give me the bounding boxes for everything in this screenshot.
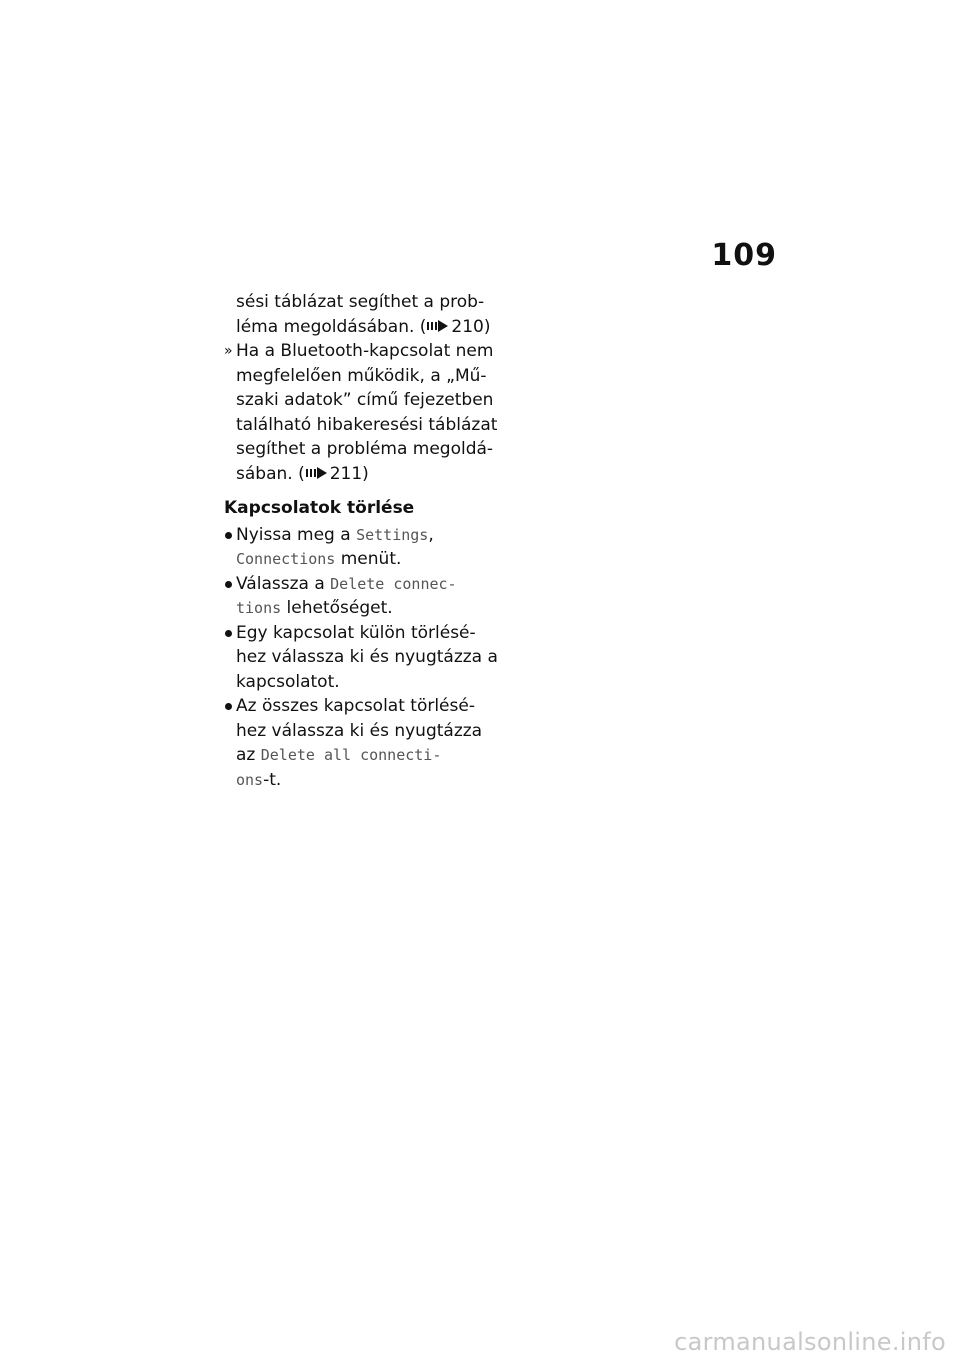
menu-path: Settings	[356, 525, 429, 544]
text-line: az Delete all connecti-	[236, 745, 442, 765]
step-list	[224, 523, 496, 793]
reference-arrow-icon	[427, 320, 449, 332]
bullet-dot-icon	[225, 703, 232, 710]
list-item: Nyissa meg a Settings,	[224, 523, 496, 548]
text-line: sési táblázat segíthet a prob-	[236, 292, 485, 312]
text-line: tions lehetőséget.	[236, 598, 393, 618]
bullet-dot-icon	[225, 630, 232, 637]
bullet-dot-icon	[225, 581, 232, 588]
page-reference[interactable]: 211)	[329, 463, 369, 484]
text-line: kapcsolatot.	[236, 671, 340, 692]
text-line: hez válassza ki és nyugtázza	[236, 720, 483, 741]
list-item: Egy kapcsolat külön törlésé-	[224, 621, 496, 646]
menu-option: Delete all connecti-	[260, 746, 442, 764]
menu-path: Connections	[236, 550, 336, 568]
text-line: megfelelően működik, a „Mű-	[236, 365, 487, 386]
text-line: » Ha a Bluetooth-kapcsolat nem	[224, 339, 496, 364]
menu-option: Delete connec-	[330, 574, 457, 593]
text-line: segíthet a probléma megoldá-	[236, 439, 494, 459]
text-line: hez válassza ki és nyugtázza a	[236, 647, 498, 667]
page-reference[interactable]: 210)	[451, 316, 491, 337]
menu-option: tions	[236, 599, 282, 617]
guillemet-marker: »	[224, 343, 233, 359]
continuation-paragraph	[224, 290, 496, 339]
section-title: Kapcsolatok törlése	[224, 498, 415, 518]
text-column	[224, 290, 496, 792]
list-item: Az összes kapcsolat törlésé-	[224, 694, 496, 719]
list-item: Válassza a Delete connec-	[224, 572, 496, 597]
page-number: 109	[711, 238, 777, 273]
text-line: ons-t.	[236, 769, 282, 790]
text-line: szaki adatok” című fejezetben	[236, 390, 494, 410]
text-line: található hibakeresési táblázat	[236, 414, 498, 435]
text-line: Connections menüt.	[236, 549, 402, 569]
watermark: carmanualsonline.info	[674, 1328, 946, 1356]
reference-arrow-icon	[306, 467, 328, 479]
menu-option: ons	[236, 770, 264, 789]
bullet-dot-icon	[225, 532, 232, 539]
text-line: sában. ( 211)	[236, 463, 369, 484]
text-line: léma megoldásában. ( 210)	[236, 316, 491, 337]
bluetooth-note	[224, 339, 496, 486]
